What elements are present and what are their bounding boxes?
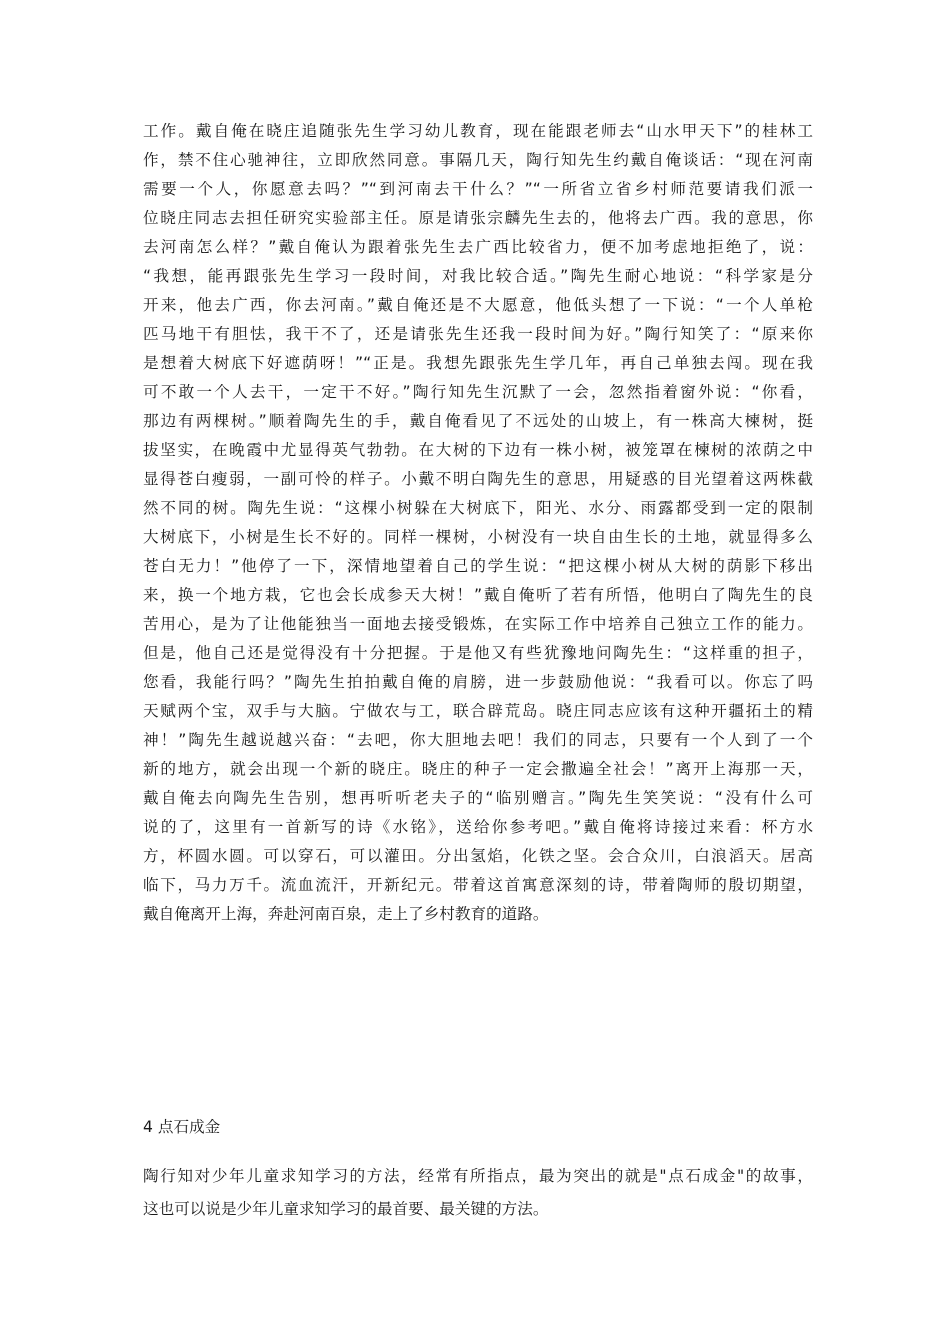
paragraph-line: 神！”陶先生越说越兴奋：“去吧，你大胆地去吧！我们的同志，只要有一个人到了一个 [143, 731, 813, 749]
paragraph-line: 新的地方，就会出现一个新的晓庄。晓庄的种子一定会撒遍全社会！”离开上海那一天， [143, 760, 813, 778]
section-paragraph [143, 1160, 813, 1226]
paragraph-line: “我想，能再跟张先生学习一段时间，对我比较合适。”陶先生耐心地说：“科学家是分 [143, 267, 813, 285]
paragraph-line: 戴自俺离开上海，奔赴河南百泉，走上了乡村教育的道路。 [143, 905, 549, 923]
paragraph-line: 匹马地干有胆怯，我干不了，还是请张先生还我一段时间为好。”陶行知笑了：“原来你 [143, 325, 813, 343]
paragraph-line: 苦用心，是为了让他能独当一面地去接受锻炼，在实际工作中培养自己独立工作的能力。 [143, 615, 813, 633]
section-heading: 4 点石成金 [143, 1118, 221, 1136]
paragraph-line: 位晓庄同志去担任研究实验部主任。原是请张宗麟先生去的，他将去广西。我的意思，你 [143, 209, 813, 227]
paragraph-line: 临下，马力万千。流血流汗，开新纪元。带着这首寓意深刻的诗，带着陶师的殷切期望， [143, 876, 813, 894]
paragraph-line: 作，禁不住心驰神往，立即欣然同意。事隔几天，陶行知先生约戴自俺谈话：“现在河南 [143, 151, 813, 169]
paragraph-line: 苍白无力！”他停了一下，深情地望着自己的学生说：“把这棵小树从大树的荫影下移出 [143, 557, 813, 575]
paragraph-line: 您看，我能行吗？”陶先生拍拍戴自俺的肩膀，进一步鼓励他说：“我看可以。你忘了吗 [143, 673, 813, 691]
paragraph-line: 那边有两棵树。”顺着陶先生的手，戴自俺看见了不远处的山坡上，有一株高大楝树，挺 [143, 412, 813, 430]
paragraph-line: 戴自俺去向陶先生告别，想再听听老夫子的“临别赠言。”陶先生笑笑说：“没有什么可 [143, 789, 813, 807]
paragraph-line: 来，换一个地方栽，它也会长成参天大树！”戴自俺听了若有所悟，他明白了陶先生的良 [143, 586, 813, 604]
paragraph-line: 去河南怎么样？”戴自俺认为跟着张先生去广西比较省力，便不加考虑地拒绝了，说： [143, 238, 813, 256]
paragraph-line: 但是，他自己还是觉得没有十分把握。于是他又有些犹豫地问陶先生：“这样重的担子， [143, 644, 813, 662]
paragraph-line: 然不同的树。陶先生说：“这棵小树躲在大树底下，阳光、水分、雨露都受到一定的限制 [143, 499, 813, 517]
paragraph-line: 可不敢一个人去干，一定干不好。”陶行知先生沉默了一会，忽然指着窗外说：“你看， [143, 383, 813, 401]
paragraph-line: 大树底下，小树是生长不好的。同样一棵树，小树没有一块自由生长的土地，就显得多么 [143, 528, 813, 546]
paragraph-line: 这也可以说是少年儿童求知学习的最首要、最关键的方法。 [143, 1200, 549, 1218]
paragraph-line: 说的了，这里有一首新写的诗《水铭》，送给你参考吧。”戴自俺将诗接过来看：杯方水 [143, 818, 813, 836]
paragraph-line: 天赋两个宝，双手与大脑。宁做农与工，联合辟荒岛。晓庄同志应该有这种开疆拓土的精 [143, 702, 813, 720]
paragraph-line: 是想着大树底下好遮荫呀！”“正是。我想先跟张先生学几年，再自己单独去闯。现在我 [143, 354, 813, 372]
paragraph-line: 拔坚实，在晚霞中尤显得英气勃勃。在大树的下边有一株小树，被笼罩在楝树的浓荫之中 [143, 441, 813, 459]
paragraph-line: 工作。戴自俺在晓庄追随张先生学习幼儿教育，现在能跟老师去“山水甲天下”的桂林工 [143, 122, 813, 140]
paragraph-line: 显得苍白瘦弱，一副可怜的样子。小戴不明白陶先生的意思，用疑惑的目光望着这两株截 [143, 470, 813, 488]
paragraph-line: 需要一个人，你愿意去吗？”“到河南去干什么？”“一所省立省乡村师范要请我们派一 [143, 180, 813, 198]
paragraph-line: 开来，他去广西，你去河南。”戴自俺还是不大愿意，他低头想了一下说：“一个人单枪 [143, 296, 813, 314]
paragraph-line: 陶行知对少年儿童求知学习的方法，经常有所指点，最为突出的就是"点石成金"的故事， [143, 1167, 813, 1185]
paragraph-line: 方，杯圆水圆。可以穿石，可以灌田。分出氢焰，化铁之坚。会合众川，白浪滔天。居高 [143, 847, 813, 865]
main-paragraph [143, 117, 813, 929]
